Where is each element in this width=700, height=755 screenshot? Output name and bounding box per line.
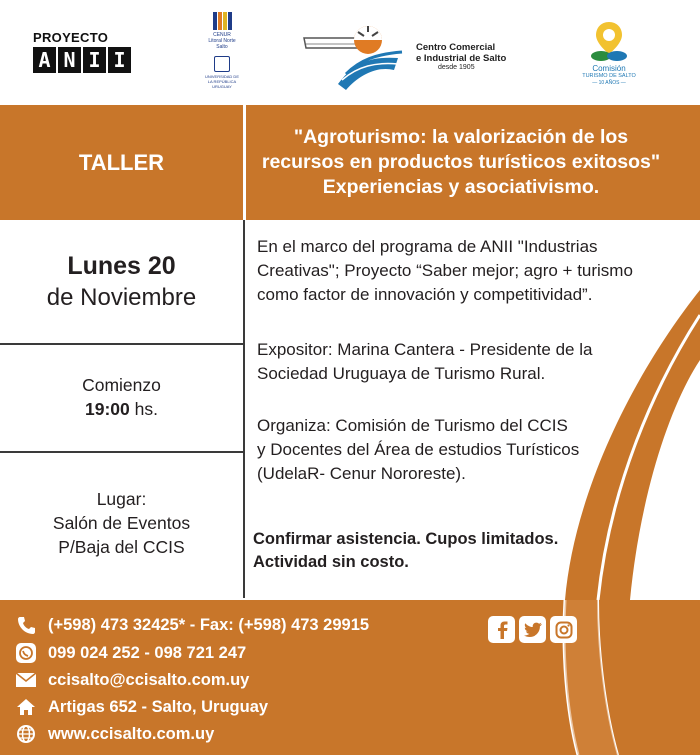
udelar-seal-icon [214, 56, 230, 72]
event-title [246, 105, 676, 220]
taller-label: TALLER [78, 149, 165, 175]
paragraph-line: como factor de innovación y competitividad”. [257, 285, 593, 304]
start-time: 19:00 [85, 399, 130, 419]
title-line: "Agroturismo: la valorización de los [293, 126, 629, 148]
row-divider [0, 451, 243, 453]
attendance-line: Confirmar asistencia. Cupos limitados. [253, 530, 559, 548]
home-icon [14, 695, 38, 719]
web-text: www.ccisalto.com.uy [48, 724, 215, 743]
contact-email[interactable] [14, 667, 249, 693]
place-label: Lugar: [96, 489, 147, 509]
paragraph-line: En el marco del programa de ANII "Industrias [257, 237, 598, 256]
cenur-line1: CENUR [213, 32, 231, 38]
comision-line2: TURISMO DE SALTO [582, 73, 636, 79]
organizer-paragraph [257, 414, 667, 486]
paragraph-line: (UdelaR- Cenur Nororeste). [257, 464, 466, 483]
anii-letter: A [33, 47, 56, 73]
header-logos [0, 0, 700, 105]
contact-web[interactable] [14, 721, 214, 747]
place-line: P/Baja del CCIS [58, 537, 185, 557]
date-day: Lunes 20 [67, 252, 176, 280]
cenur-line2: Litoral Norte [208, 38, 236, 44]
attendance-line: Actividad sin costo. [253, 553, 409, 571]
comision-line3: — 10 AÑOS — [592, 80, 626, 86]
mail-icon [14, 668, 38, 692]
date-month: de Noviembre [46, 284, 197, 311]
contact-address [14, 694, 268, 720]
whatsapp-icon [14, 641, 38, 665]
globe-icon [14, 722, 38, 746]
ccis-name-line1: Centro Comercial [416, 42, 496, 53]
anii-letter: I [83, 47, 106, 73]
facebook-icon[interactable] [488, 616, 515, 643]
start-unit: hs. [129, 399, 158, 419]
address-text: Artigas 652 - Salto, Uruguay [48, 697, 269, 716]
contact-phone[interactable] [14, 612, 369, 638]
phone-text: (+598) 473 32425* - Fax: (+598) 473 29915 [48, 615, 370, 634]
program-paragraph [257, 235, 667, 307]
event-grid [0, 105, 700, 600]
ccis-since: desde 1905 [438, 64, 475, 71]
ccis-name-line2: e Industrial de Salto [416, 53, 507, 64]
title-line: Experiencias y asociativismo. [322, 176, 600, 198]
paragraph-line: Sociedad Uruguaya de Turismo Rural. [257, 364, 546, 383]
cenur-line3: Salto [216, 44, 228, 50]
comision-line1: Comisión [592, 64, 626, 73]
paragraph-line: Organiza: Comisión de Turismo del CCIS [257, 416, 568, 435]
event-place [0, 487, 243, 559]
contact-footer [0, 600, 700, 755]
contact-whatsapp[interactable] [14, 640, 246, 666]
social-links [488, 616, 577, 643]
place-line: Salón de Eventos [52, 513, 191, 533]
paragraph-line: Creativas"; Proyecto “Saber mejor; agro + turismo [257, 261, 633, 280]
whatsapp-text: 099 024 252 - 098 721 247 [48, 643, 247, 662]
phone-icon [14, 613, 38, 637]
ccis-emblem-icon [298, 14, 418, 94]
map-pin-icon [587, 18, 631, 62]
ccis-name [416, 42, 506, 64]
attendance-note [253, 528, 653, 574]
event-start [0, 373, 243, 421]
comision-turismo-logo [578, 18, 640, 93]
start-label: Comienzo [82, 375, 161, 395]
speaker-paragraph [257, 338, 667, 386]
instagram-icon[interactable] [550, 616, 577, 643]
paragraph-line: Expositor: Marina Cantera - Presidente de la [257, 340, 593, 359]
udelar-label: UNIVERSIDAD DE LA REPÚBLICA URUGUAY [204, 74, 239, 89]
anii-letter: I [108, 47, 131, 73]
anii-logo-top: PROYECTO [33, 30, 109, 45]
anii-logo [33, 31, 138, 77]
event-date [0, 250, 243, 314]
row-divider [0, 343, 243, 345]
paragraph-line: y Docentes del Área de estudios Turísticos [257, 440, 580, 459]
cenur-logo [203, 12, 241, 107]
column-divider [243, 220, 245, 598]
title-line: recursos en productos turísticos exitosos" [261, 151, 661, 173]
email-text: ccisalto@ccisalto.com.uy [48, 670, 250, 689]
anii-letter: N [58, 47, 81, 73]
twitter-icon[interactable] [519, 616, 546, 643]
ccis-logo [298, 14, 538, 94]
